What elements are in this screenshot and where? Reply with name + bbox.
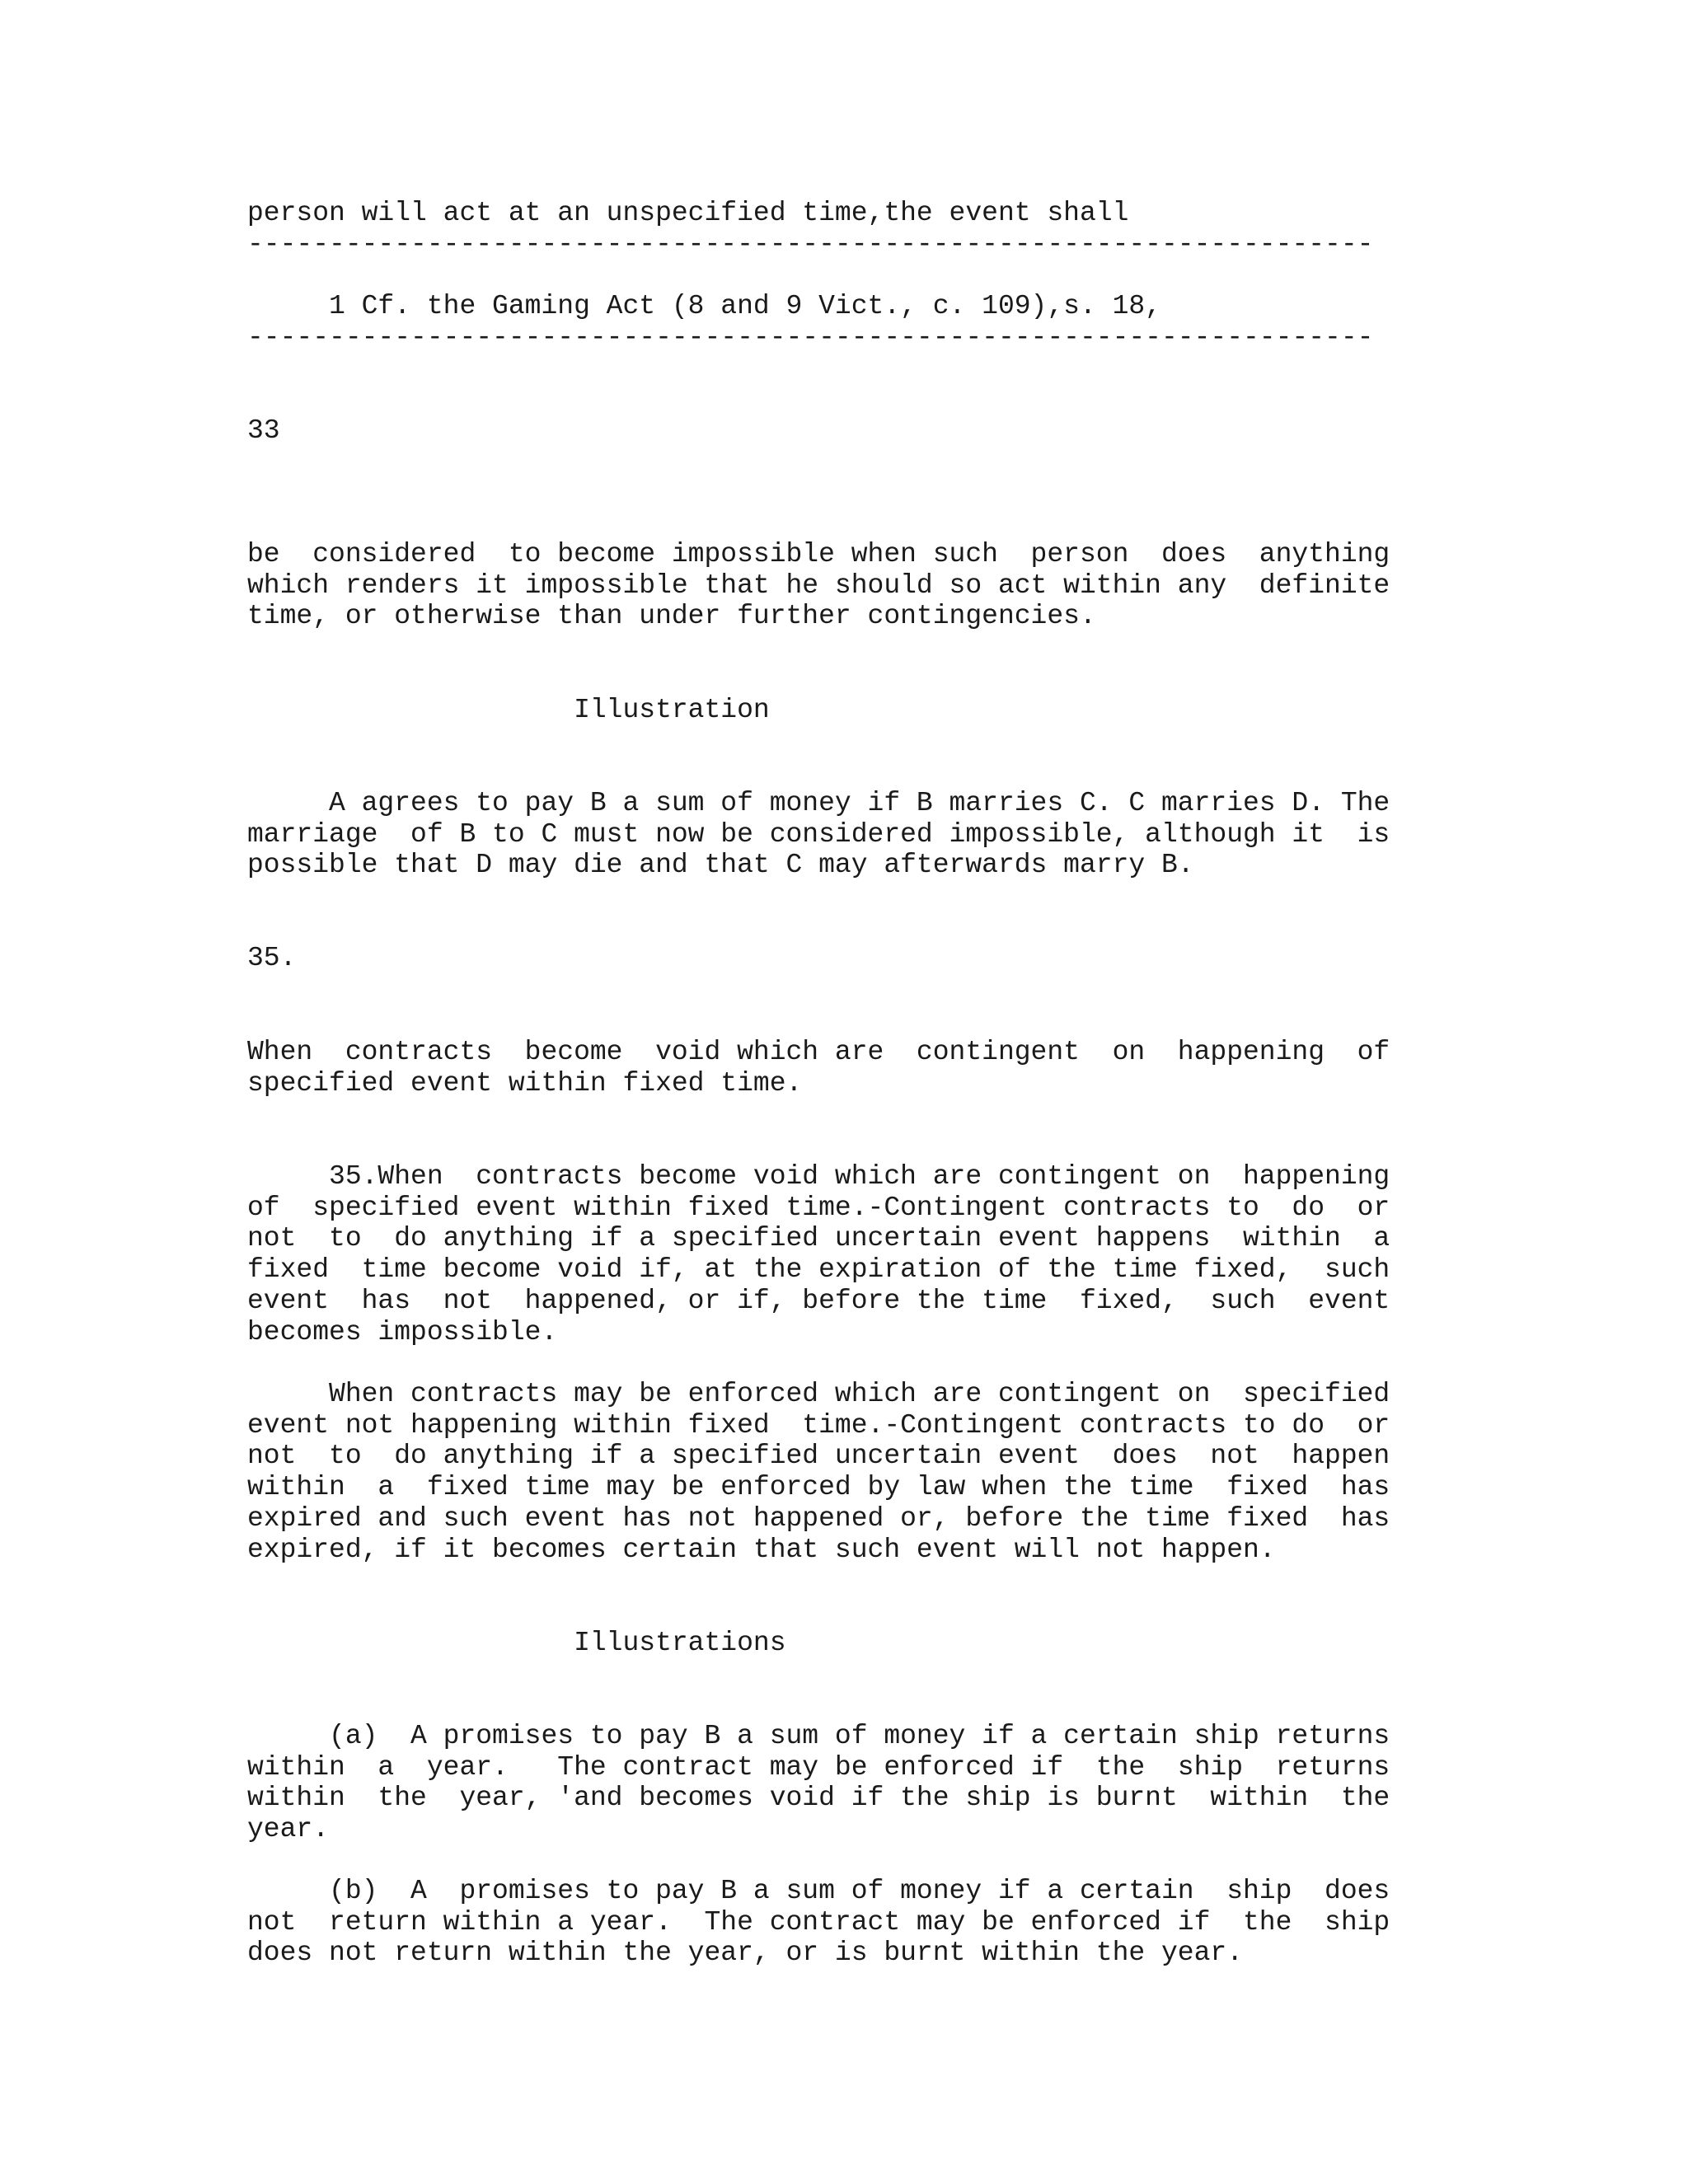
divider-line-footnote: --------------------------------------------------------------------- xyxy=(247,322,1374,353)
section-35-paragraph: 35.When contracts become void which are contingent on happening of specified event within fixed time.-Contingent contracts to do or not to do anything if a specified uncertain event happens within a fixed time become void if, at the expiration of the time fixed, such event has not happened, or if, before the time fixed, such event becomes impossible. xyxy=(247,1161,1390,1347)
divider-line-top: --------------------------------------------------------------------- xyxy=(247,229,1374,260)
section-number: 35. xyxy=(247,943,297,973)
illustration-paragraph: A agrees to pay B a sum of money if B marries C. C marries D. The marriage of B to C must now be considered impossible, although it is possible that D may die and that C may afterwards marry B. xyxy=(247,788,1390,881)
illustrations-heading: Illustrations xyxy=(247,1628,786,1658)
illustration-b: (b) A promises to pay B a sum of money if a certain ship does not return within a year. The contract may be enforced if the ship does not return within the year, or is burnt within the year. xyxy=(247,1876,1390,1969)
section-enforcement-paragraph: When contracts may be enforced which are contingent on specified event not happening within fixed time.-Contingent contracts to do or not to do anything if a specified uncertain event does not happen within a fixed time may be enforced by law when the time fixed has expired and such event has not happened or, before the time fixed has expired, if it becomes certain that such event will not happen. xyxy=(247,1379,1390,1565)
illustration-heading: Illustration xyxy=(247,695,770,725)
illustration-a: (a) A promises to pay B a sum of money if a certain ship returns within a year. The contract may be enforced if the ship returns within the year, 'and becomes void if the ship is burnt within the year. xyxy=(247,1721,1390,1845)
page-number: 33 xyxy=(247,415,280,446)
paragraph-impossible: be considered to become impossible when such person does anything which renders it impossible that he should so act within any definite time, or otherwise than under further contingencies. xyxy=(247,539,1390,632)
footnote: 1 Cf. the Gaming Act (8 and 9 Vict., c. 109),s. 18, xyxy=(247,291,1161,321)
continuation-text: person will act at an unspecified time,the event shall xyxy=(247,198,1129,228)
section-marginal-note: When contracts become void which are contingent on happening of specified event within fixed time. xyxy=(247,1037,1390,1099)
